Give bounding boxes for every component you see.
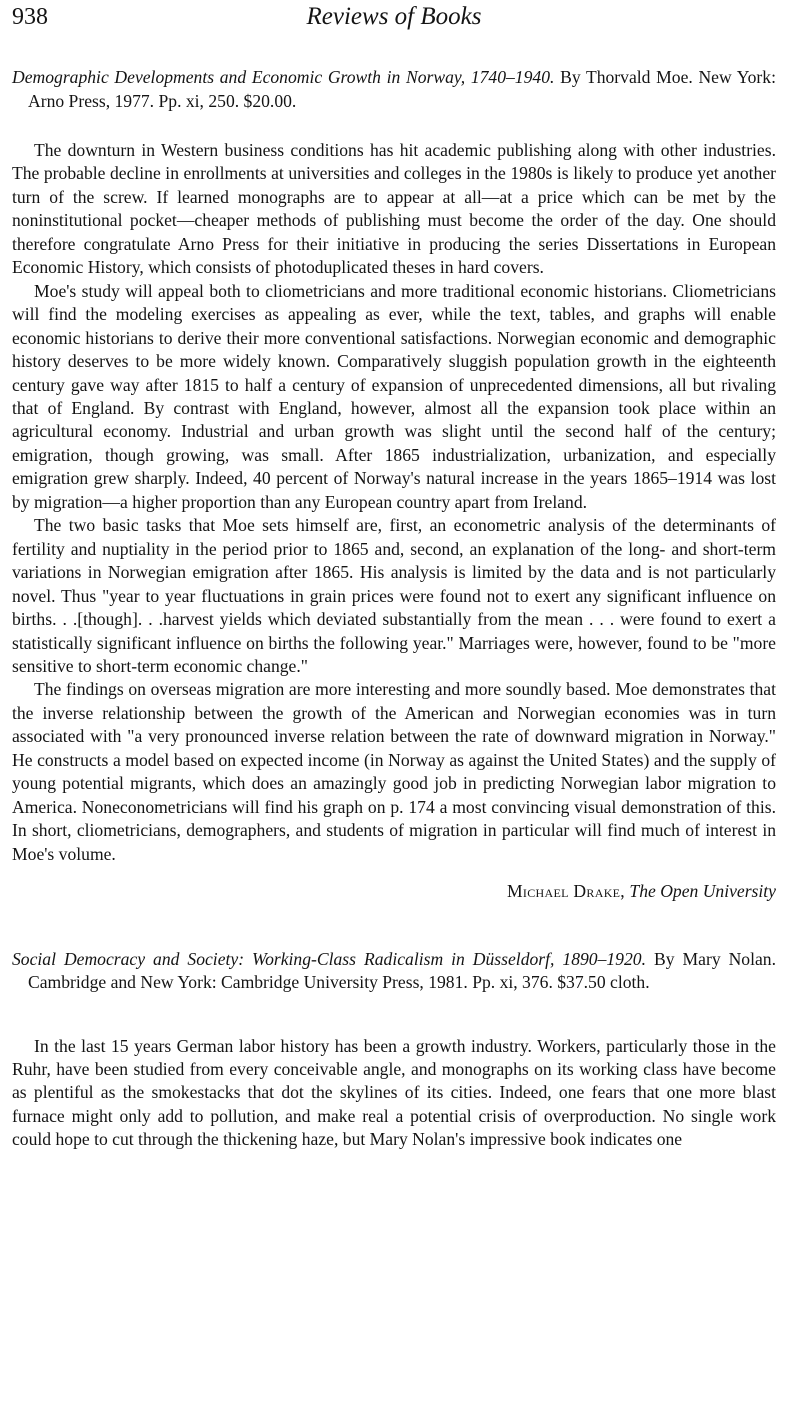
reviewer-name: Michael Drake, xyxy=(506,881,625,902)
running-head xyxy=(12,2,776,36)
review-1-paragraph: The two basic tasks that Moe sets himself are, first, an econometric analysis of the determinants of fertility and nuptiality in the period prior to 1865 and, second, an explanation of the long- and short-term variations in Norwegian emigration after 1865. His analysis is limited by the data and is not particularly novel. Thus "year to year fluctuations in grain prices were found not to exert any significant influence on births. . .[though]. . .harvest yields which deviated substantially from the mean . . . were found to exert a statistically significant influence on births the following year." Marriages were, however, found to be "more sensitive to short-term economic change." xyxy=(12,515,776,676)
journal-page xyxy=(12,0,776,1152)
review-1-paragraph: The downturn in Western business conditions has hit academic publishing along with other industries. The probable decline in enrollments at universities and colleges in the 1980s is likely to produce yet another turn of the screw. If learned monographs are to appear at all—at a price which can be met by the noninstitutional pocket—cheaper methods of publishing must become the order of the day. One should therefore congratulate Arno Press for their initiative in producing the series Dissertations in European Economic History, which consists of photoduplicated theses in hard covers. xyxy=(12,140,776,278)
running-title: Reviews of Books xyxy=(306,3,482,30)
review-2-book-title: Social Democracy and Society: Working-Class Radicalism in Düsseldorf, 1890–1920. xyxy=(12,948,646,969)
review-1-paragraph: Moe's study will appeal both to cliometricians and more traditional economic historians. Cliometricians will find the modeling exercises as appealing as ever, while the text, tables, and graphs will enable economic historians to derive their more conventional satisfactions. Norwegian economic and demographic history deserves to be more widely known. Comparatively sluggish population growth in the eighteenth century gave way after 1815 to half a century of expansion of unprecedented dimensions, all but rivaling that of England. By contrast with England, however, almost all the expansion took place within an agricultural economy. Industrial and urban growth was slight until the second half of the century; emigration, though growing, was small. After 1865 industrialization, urbanization, and especially emigration grew sharply. Indeed, 40 percent of Norway's natural increase in the years 1865–1914 was lost by migration—a higher proportion than any European country apart from Ireland. xyxy=(12,280,776,512)
review-1-body xyxy=(12,139,776,866)
review-2-citation xyxy=(12,948,776,995)
review-1-signature xyxy=(12,880,776,904)
reviewer-affiliation: The Open University xyxy=(629,881,776,902)
page-number: 938 xyxy=(12,4,48,30)
review-1-book-title: Demographic Developments and Economic Growth in Norway, 1740–1940. xyxy=(12,67,555,87)
review-2-body xyxy=(12,1035,776,1152)
review-2-paragraph: In the last 15 years German labor history has been a growth industry. Workers, particularly those in the Ruhr, have been studied from every conceivable angle, and monographs on its working class have become as plentiful as the smokestacks that dot the skylines of its cities. Indeed, one fears that one more blast furnace might only add to pollution, and make real a potential crisis of overproduction. No single work could hope to cut through the thickening haze, but Mary Nolan's impressive book indicates one xyxy=(12,1035,776,1150)
review-1-paragraph: The findings on overseas migration are more interesting and more soundly based. Moe demonstrates that the inverse relationship between the growth of the American and Norwegian economies was in turn associated with "a very pronounced inverse relation between the rate of downward migration in Norway." He constructs a model based on expected income (in Norway as against the United States) and the supply of young potential migrants, which does an amazingly good job in predicting Norwegian labor migration to America. Noneconometricians will find his graph on p. 174 a most convincing visual demonstration of this. In short, cliometricians, demographers, and students of migration in particular will find much of interest in Moe's volume. xyxy=(12,679,776,864)
review-2-book-details: By Mary Nolan. Cambridge and New York: Cambridge University Press, 1981. Pp. xi, 376. $37.50 cloth. xyxy=(28,948,776,993)
review-1-citation xyxy=(12,66,776,113)
review-1-book-details: By Thorvald Moe. New York: Arno Press, 1977. Pp. xi, 250. $20.00. xyxy=(28,67,776,111)
